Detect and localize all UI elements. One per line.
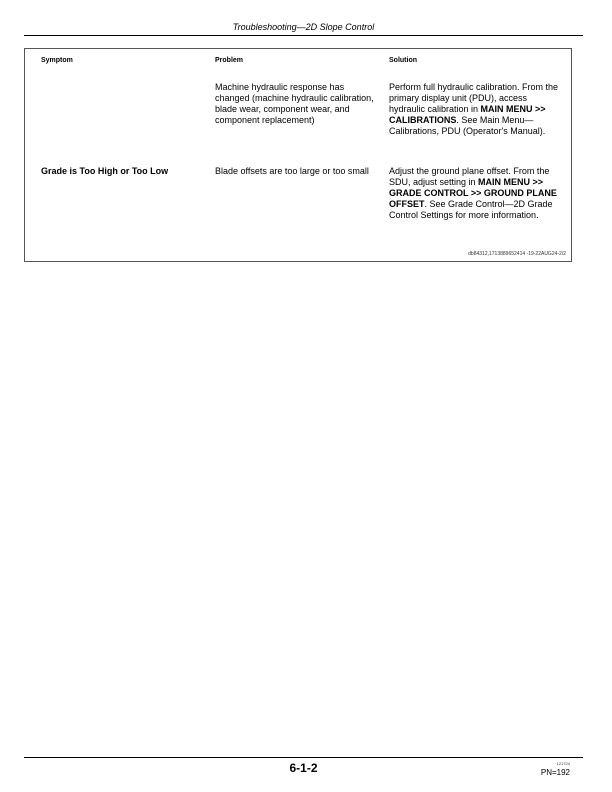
row-2-symptom: Grade is Too High or Too Low <box>41 166 169 176</box>
part-number: PN=192 <box>540 768 570 777</box>
troubleshooting-table <box>24 48 572 262</box>
row-2-solution-menu-path: MAIN MENU >> GRADE CONTROL >> GROUND PLANE OFFSET <box>389 177 557 209</box>
row-2-problem: Blade offsets are too large or too small <box>215 166 369 176</box>
column-header-solution: Solution <box>389 57 417 64</box>
column-header-symptom: Symptom <box>41 57 73 64</box>
document-id: db84312,1713889652414 -19-22AUG24-2/2 <box>468 251 566 257</box>
page-header-title: Troubleshooting—2D Slope Control <box>232 22 375 32</box>
row-1-solution <box>389 82 559 137</box>
date-code: 121724 <box>556 761 570 766</box>
row-2-solution <box>389 166 559 221</box>
row-1-solution-reference: . See Main Menu—Calibrations, PDU (Operator's Manual). <box>389 115 546 136</box>
column-header-problem: Problem <box>215 57 244 64</box>
page-number: 6-1-2 <box>289 761 318 775</box>
footer-divider <box>24 757 583 758</box>
row-1-problem: Machine hydraulic response has changed (machine hydraulic calibration, blade wear, component wear, and component replacement) <box>215 82 374 125</box>
header-divider <box>24 35 583 36</box>
row-1-solution-text: Perform full hydraulic calibration. From the primary display unit (PDU), access hydraulic calibration in <box>389 82 559 114</box>
row-1-solution-menu-path: MAIN MENU >> CALIBRATIONS <box>389 104 546 125</box>
row-2-solution-text: Adjust the ground plane offset. From the SDU, adjust setting in <box>389 166 550 187</box>
row-2-solution-reference: . See Grade Control—2D Grade Control Settings for more information. <box>389 199 553 220</box>
